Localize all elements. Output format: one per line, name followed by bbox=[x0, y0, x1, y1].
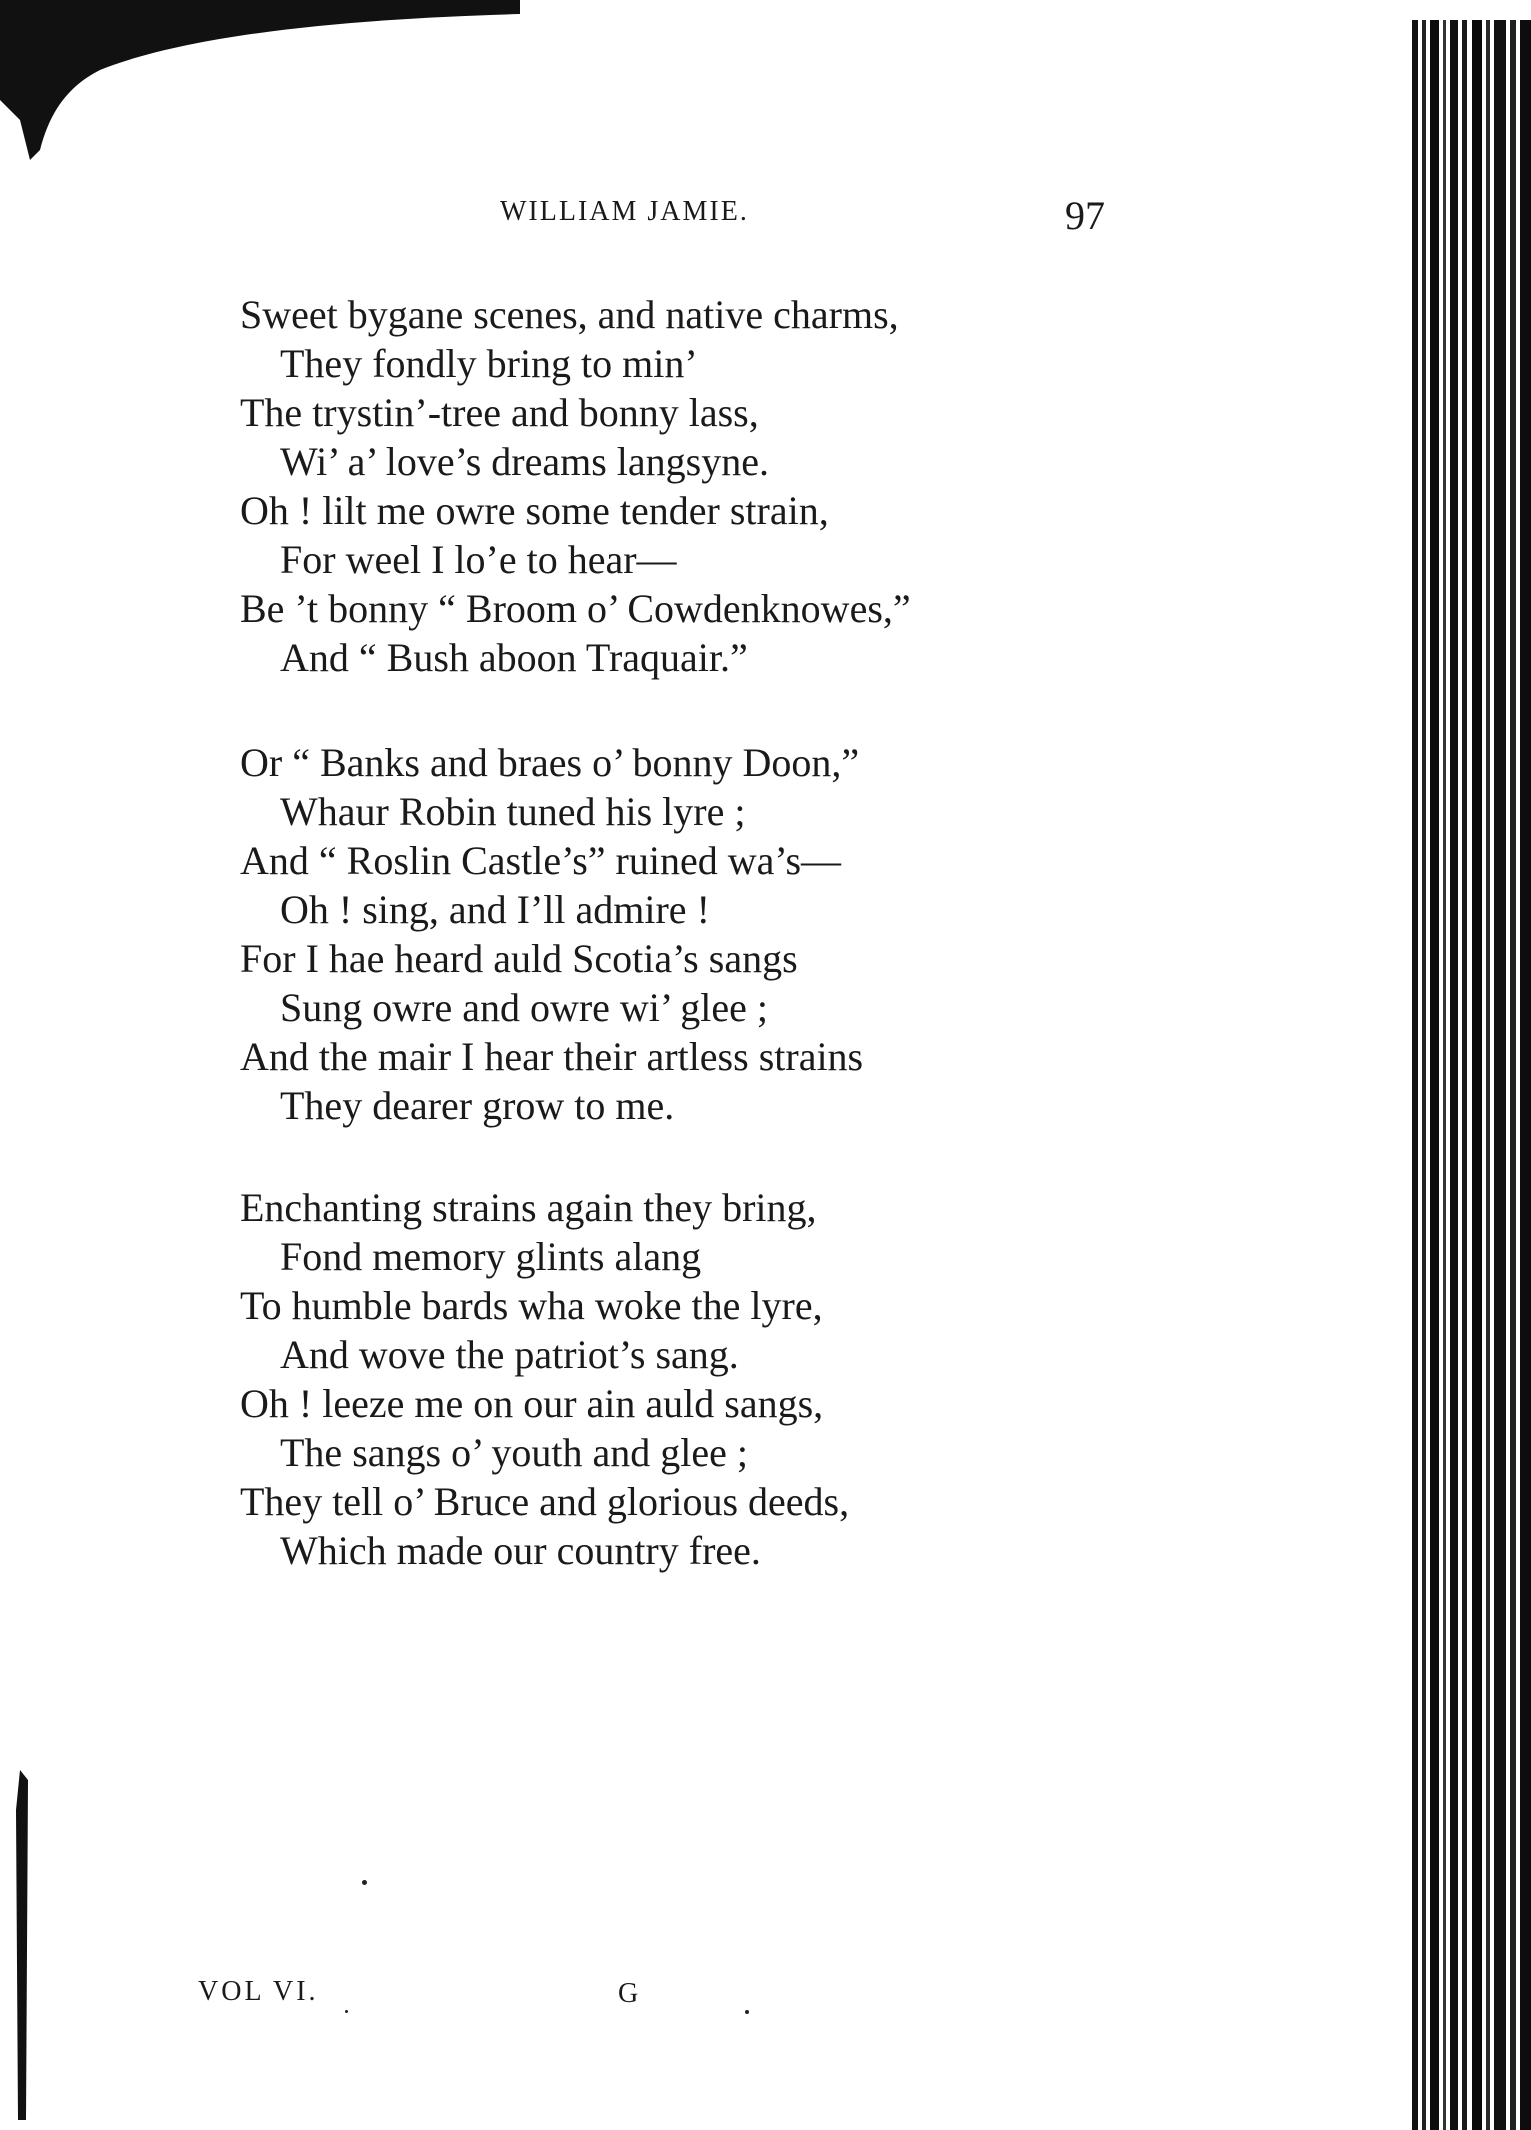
verse-line: They dearer grow to me. bbox=[280, 1083, 675, 1128]
verse-line: Or “ Banks and braes o’ bonny Doon,” bbox=[240, 740, 860, 785]
verse-line: Sung owre and owre wi’ glee ; bbox=[280, 985, 769, 1030]
book-spine-shadow bbox=[1410, 20, 1531, 2130]
ink-speck bbox=[345, 2010, 348, 2013]
stanza-2 bbox=[240, 738, 863, 1130]
verse-line: Oh ! lilt me owre some tender strain, bbox=[240, 488, 829, 533]
ink-speck bbox=[362, 1880, 367, 1885]
verse-line: Sweet bygane scenes, and native charms, bbox=[240, 292, 899, 337]
verse-line: For weel I lo’e to hear— bbox=[280, 537, 677, 582]
verse-line: And “ Roslin Castle’s” ruined wa’s— bbox=[240, 838, 842, 883]
verse-line: To humble bards wha woke the lyre, bbox=[240, 1283, 823, 1328]
verse-line: They fondly bring to min’ bbox=[280, 341, 698, 386]
scan-corner-shadow bbox=[0, 0, 520, 160]
gathering-signature: G bbox=[618, 1978, 639, 2009]
verse-line: The trystin’-tree and bonny lass, bbox=[240, 390, 759, 435]
verse-line: Fond memory glints alang bbox=[280, 1234, 702, 1279]
stanza-3 bbox=[240, 1183, 849, 1575]
verse-line: They tell o’ Bruce and glorious deeds, bbox=[240, 1479, 850, 1524]
verse-line: Enchanting strains again they bring, bbox=[240, 1185, 817, 1230]
ink-speck bbox=[745, 2010, 749, 2014]
verse-line: Be ’t bonny “ Broom o’ Cowdenknowes,” bbox=[240, 586, 911, 631]
verse-line: Whaur Robin tuned his lyre ; bbox=[280, 789, 746, 834]
page-number: 97 bbox=[1065, 193, 1105, 238]
verse-line: The sangs o’ youth and glee ; bbox=[280, 1430, 749, 1475]
verse-line: And wove the patriot’s sang. bbox=[280, 1332, 739, 1377]
verse-line: Oh ! sing, and I’ll admire ! bbox=[280, 887, 710, 932]
verse-line: And the mair I hear their artless strains bbox=[240, 1034, 864, 1079]
verse-line: Wi’ a’ love’s dreams langsyne. bbox=[280, 439, 769, 484]
verse-line: And “ Bush aboon Traquair.” bbox=[280, 635, 748, 680]
verse-line: Which made our country free. bbox=[280, 1528, 761, 1573]
stanza-1 bbox=[240, 290, 911, 682]
verse-line: For I hae heard auld Scotia’s sangs bbox=[240, 936, 798, 981]
scan-left-edge-shadow bbox=[6, 1770, 36, 2120]
running-head: WILLIAM JAMIE. bbox=[500, 196, 749, 227]
volume-signature: VOL VI. bbox=[198, 1976, 319, 2007]
verse-line: Oh ! leeze me on our ain auld sangs, bbox=[240, 1381, 824, 1426]
